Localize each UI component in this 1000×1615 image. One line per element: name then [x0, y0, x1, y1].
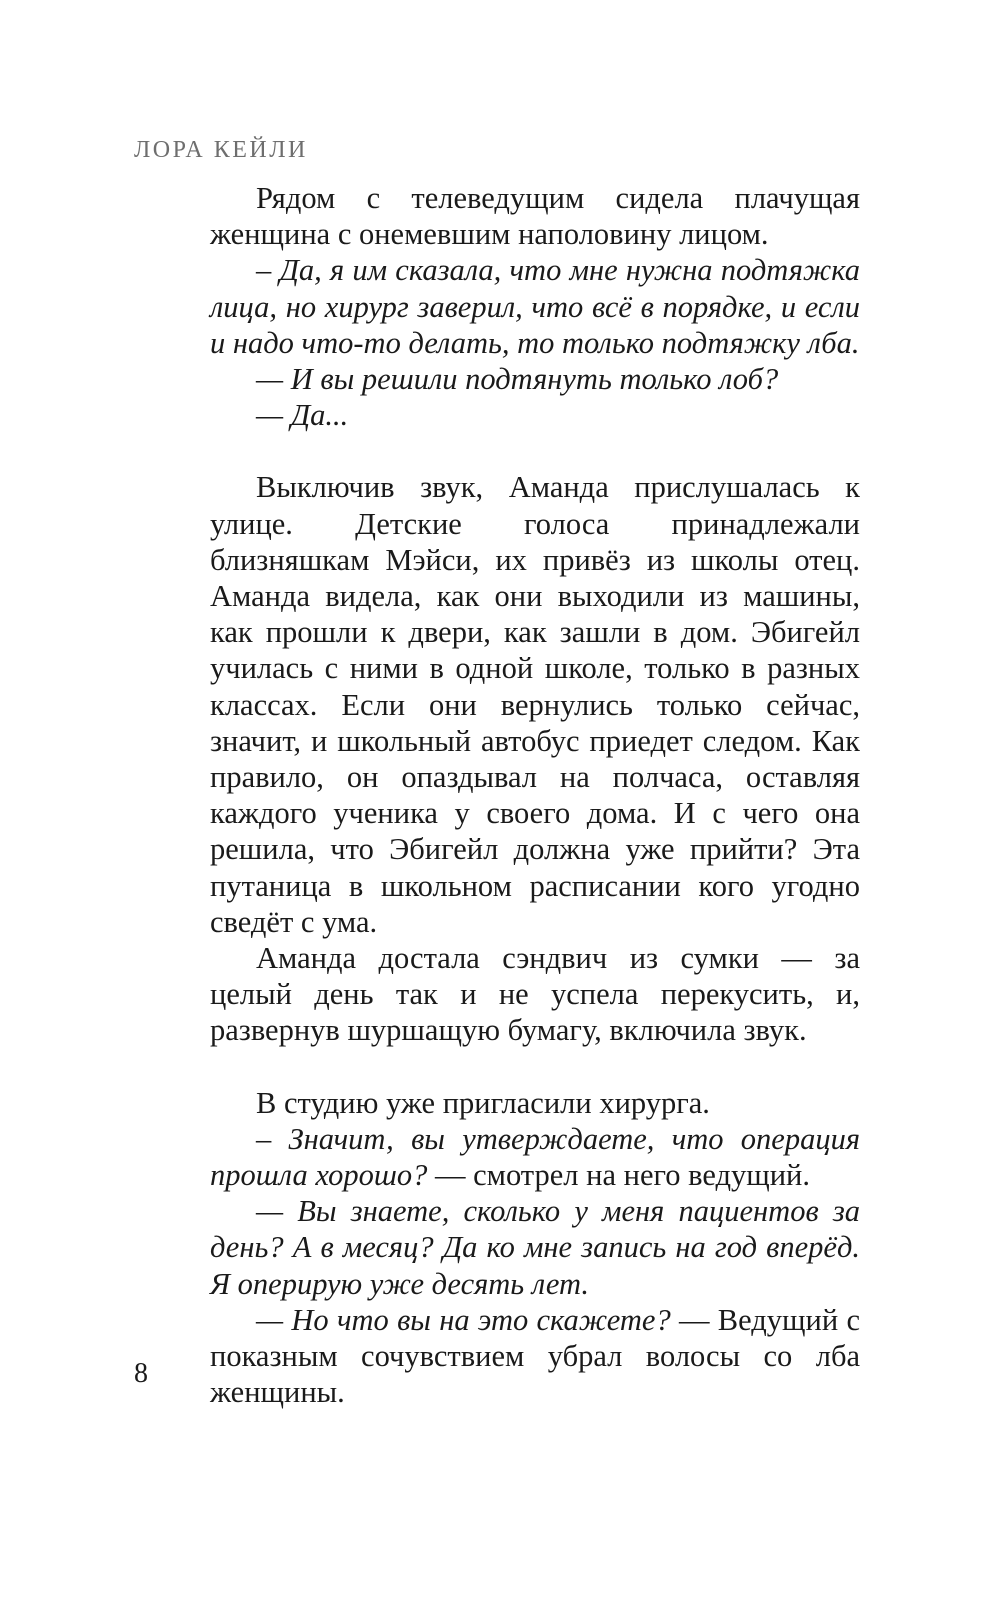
dialogue-line: — Вы знаете, сколько у меня пациентов за день? А в месяц? Да ко мне запись на год вперёд. Я оперирую уже десять лет.	[210, 1194, 860, 1301]
paragraph: Выключив звук, Аманда прислушалась к улице. Детские голоса принадлежали близняшкам Мэйси, их привёз из школы отец. Аманда видела, как они выходили из машины, как прошли к двери, как зашли в дом. Эбигейл училась с ними в одной школе, только в разных классах. Если они вернулись только сейчас, значит, и школьный автобус приедет следом. Как правило, он опаздывал на полчаса, оставляя каждого ученика у своего дома. И с чего она решила, что Эбигейл должна уже прийти? Эта путаница в школьном расписании кого угодно сведёт с ума.	[210, 470, 860, 939]
section-break	[210, 433, 860, 469]
dialogue-line: — И вы решили подтянуть только лоб?	[256, 362, 779, 397]
page-number: 8	[134, 1358, 148, 1389]
running-head: ЛОРА КЕЙЛИ	[134, 137, 308, 163]
dialogue-line	[210, 1121, 860, 1193]
paragraph: В студию уже пригласили хирурга.	[256, 1085, 710, 1120]
dialogue-speech: — Но что вы на это скажете?	[256, 1302, 671, 1337]
dialogue-narration: — смотрел на него ведущий.	[427, 1158, 810, 1193]
paragraph: Аманда достала сэндвич из сумки — за целый день так и не успела перекусить, и, развернув шуршащую бумагу, включила звук.	[210, 941, 860, 1048]
dialogue-line: – Да, я им сказала, что мне нужна подтяжка лица, но хирург заверил, что всё в порядке, и если и надо что-то делать, то только подтяжку лба.	[210, 253, 860, 360]
paragraph: Рядом с телеведущим сидела плачущая женщина с онемевшим наполовину лицом.	[210, 181, 860, 252]
dialogue-narration: — Ведущий с показным сочувствием убрал волосы со лба женщины.	[210, 1302, 860, 1410]
dialogue-line	[210, 1302, 860, 1411]
main-text	[210, 180, 860, 1411]
dialogue-speech: – Значит, вы утверждаете, что операция прошла хорошо?	[210, 1121, 860, 1193]
dialogue-line: — Да...	[256, 398, 349, 433]
section-break	[210, 1049, 860, 1085]
